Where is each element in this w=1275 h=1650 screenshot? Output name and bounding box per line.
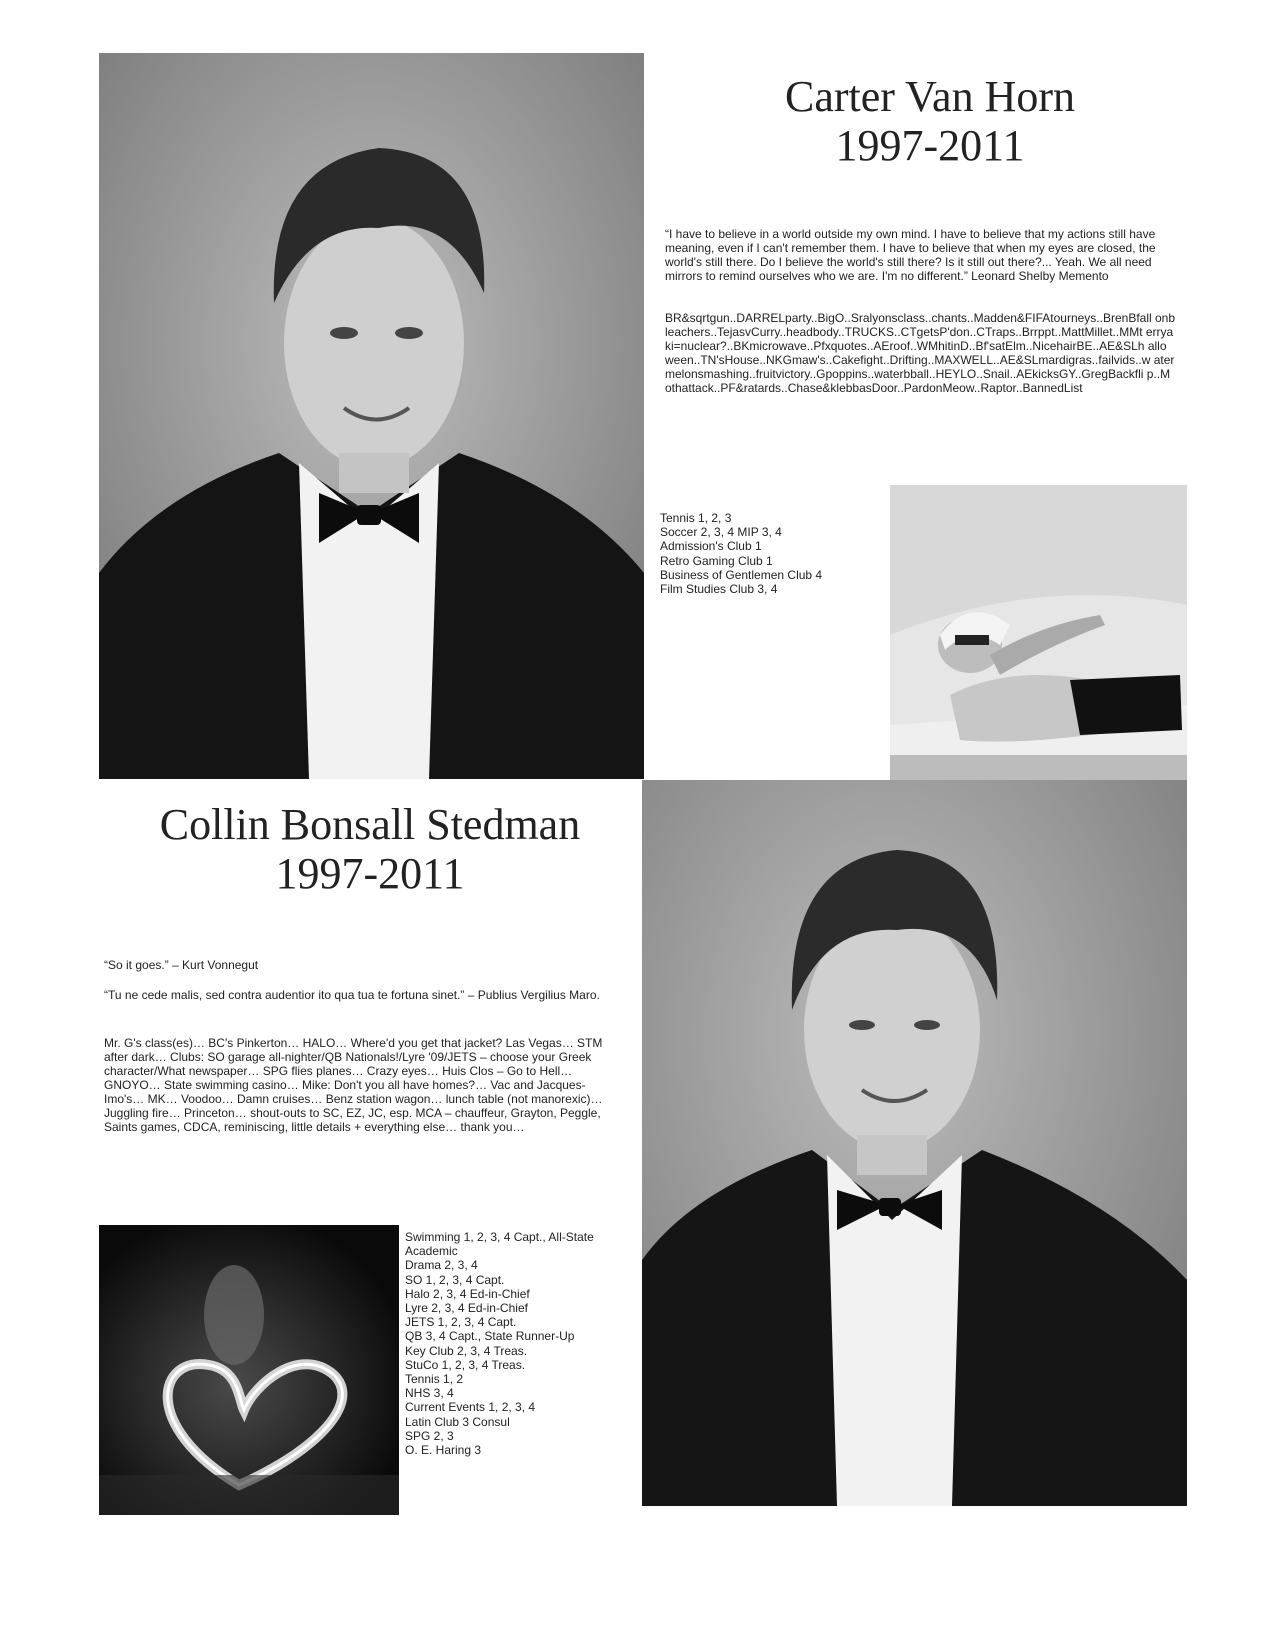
collin-quote-2 <box>104 988 644 1002</box>
collin-activities-list <box>405 1230 640 1457</box>
collin-quote-2-text: “Tu ne cede malis, sed contra audentior ito qua tua te fortuna sinet.” – Publius Vergilius Maro. <box>104 988 600 1002</box>
list-item: SO 1, 2, 3, 4 Capt. <box>405 1272 505 1287</box>
collin-portrait-photo <box>642 780 1187 1506</box>
list-item: JETS 1, 2, 3, 4 Capt. <box>405 1315 517 1330</box>
list-item: Academic <box>405 1244 458 1259</box>
list-item: NHS 3, 4 <box>405 1386 454 1401</box>
collin-shoutouts <box>104 1036 624 1134</box>
list-item: Tennis 1, 2 <box>405 1372 464 1387</box>
carter-years: 1997-2011 <box>835 121 1025 171</box>
carter-shoutouts-text: BR&sqrtgun..DARRELparty..BigO..Sralyonsclass..chants..Madden&FIFAtourneys..BrenBfall onbleachers..TejasvCurry..headbody..TRUCKS..CTgetsP'don..CTraps..Brrppt..MattMillet..MMt erryaki=nuclear?..BKmicrowave..Pfxquotes..AEroof..WMhitinD..Bf'satElm..NicehairBE..AE&SLh alloween..TN'sHouse..NKGmaw's..Cakefight..Drifting..MAXWELL..AE&SLmardigras..failvids..w atermelonsmashing..fruitvictory..Gpoppins..waterbball..HEYLO..Snail..AEkicksGY..GregBackfli p..Mothattack..PF&ratards..Chase&klebbasDoor..PardonMeow..Raptor..BannedList <box>665 311 1176 395</box>
list-item: StuCo 1, 2, 3, 4 Treas. <box>405 1357 526 1372</box>
collin-fire-heart-photo <box>99 1225 399 1515</box>
list-item: Current Events 1, 2, 3, 4 <box>405 1400 536 1415</box>
list-item: O. E. Haring 3 <box>405 1443 482 1458</box>
carter-quote <box>665 227 1175 283</box>
carter-activities-list <box>660 511 880 596</box>
carter-beach-photo <box>890 485 1187 780</box>
list-item: Admission's Club 1 <box>660 539 762 554</box>
carter-shoutouts <box>665 311 1175 395</box>
list-item: Latin Club 3 Consul <box>405 1414 510 1429</box>
list-item: Soccer 2, 3, 4 MIP 3, 4 <box>660 525 782 540</box>
list-item: QB 3, 4 Capt., State Runner-Up <box>405 1329 575 1344</box>
list-item: Halo 2, 3, 4 Ed-in-Chief <box>405 1286 530 1301</box>
collin-name-heading <box>110 800 630 899</box>
carter-quote-text: “I have to believe in a world outside my own mind. I have to believe that my actions still have meaning, even if I can't remember them. I have to believe that when my eyes are closed, the world's still there. Do I believe the world's still there? Is it still out there?... Yeah. We all need mirrors to remind ourselves who we are. I'm no different.” Leonard Shelby Memento <box>665 227 1156 283</box>
list-item: Retro Gaming Club 1 <box>660 553 773 568</box>
list-item: Swimming 1, 2, 3, 4 Capt., All-State <box>405 1230 594 1244</box>
carter-name-heading <box>680 72 1180 171</box>
collin-years: 1997-2011 <box>275 849 465 899</box>
list-item: Key Club 2, 3, 4 Treas. <box>405 1343 528 1358</box>
collin-quote-1-text: “So it goes.” – Kurt Vonnegut <box>104 958 259 972</box>
list-item: Business of Gentlemen Club 4 <box>660 567 823 582</box>
collin-shoutouts-text: Mr. G's class(es)… BC's Pinkerton… HALO… Where'd you get that jacket? Las Vegas… STM after dark… Clubs: SO garage all-nighter/QB Nationals!/Lyre '09/JETS – choose your Greek character/What newspaper… SPG flies planes… Crazy eyes… Huis Clos – Go to Hell… GNOYO… State swimming casino… Mike: Don't you all have homes?… Vac and Jacques-Imo's… MK… Voodoo… Damn cruises… Benz station wagon… lunch table (not manorexic)… Juggling fire… Princeton… shout-outs to SC, EZ, JC, esp. MCA – chauffeur, Grayton, Peggle, Saints games, CDCA, reminiscing, little details + everything else… thank you… <box>104 1036 603 1134</box>
list-item: SPG 2, 3 <box>405 1428 454 1443</box>
list-item: Tennis 1, 2, 3 <box>660 511 732 525</box>
collin-quote-1 <box>104 958 634 972</box>
list-item: Drama 2, 3, 4 <box>405 1258 478 1273</box>
list-item: Film Studies Club 3, 4 <box>660 582 778 597</box>
collin-name: Collin Bonsall Stedman <box>159 800 581 849</box>
carter-name: Carter Van Horn <box>785 72 1075 121</box>
carter-portrait-photo <box>99 53 644 779</box>
list-item: Lyre 2, 3, 4 Ed-in-Chief <box>405 1301 528 1316</box>
